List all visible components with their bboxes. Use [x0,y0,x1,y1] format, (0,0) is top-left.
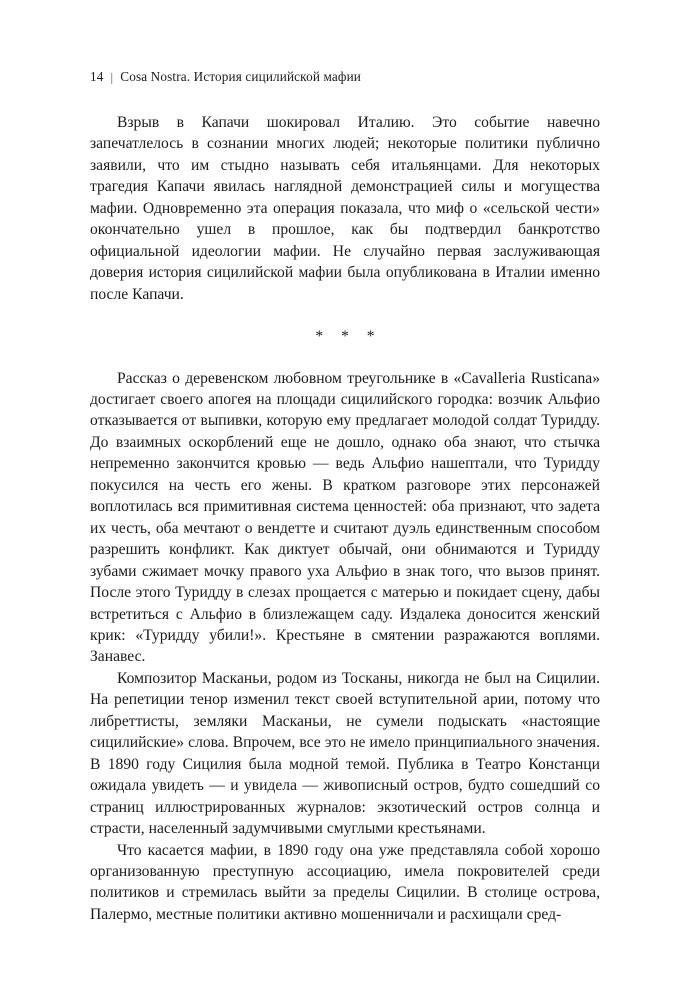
page-folio-number: 14 [90,69,104,84]
paragraph-cavalleria: Рассказ о деревенском любовном треугольнике в «Cavalleria Rusticana» достигает своего апогея на площади сицилийского городка: возчик Альфио отказывается от выпивки, которую ему предлагает молодой солдат Туридду. До взаимных оскорблений еще не дошло, однако оба знают, что стычка непременно закончится кровью — ведь Альфио нашептали, что Туридду покусился на честь его жены. В кратком разговоре этих персонажей воплотилась вся примитивная система ценностей: оба признают, что задета их честь, оба мечтают о вендетте и считают дуэль единственным способом разрешить конфликт. Как диктует обычай, они обнимаются и Туридду зубами сжимает мочку правого уха Альфио в знак того, что вызов принят. После этого Туридду в слезах прощается с матерью и покидает сцену, дабы встретиться с Альфио в близлежащем саду. Издалека доносится женский крик: «Туридду убили!». Крестьяне в смятении разражаются воплями. Занавес. [90,369,600,666]
paragraph-mascagni: Композитор Масканьи, родом из Тосканы, никогда не был на Сицилии. На репетиции тенор изменил текст своей вступительной арии, потому что либреттисты, земляки Масканьи, не сумели подыскать «настоящие сицилийские» слова. Впрочем, все это не имело принципиального значения. В 1890 году Сицилия была модной темой. Публика в Театро Констанци ожидала увидеть — и увидела — живописный остров, будто сошедший со страниц иллюстрированных журналов: экзотический остров солнца и страсти, населенный задумчивыми смуглыми крестьянами. [90,669,600,838]
running-header-title: Cosa Nostra. История сицилийской мафии [120,69,361,84]
running-header [90,69,600,85]
header-divider: | [110,69,114,85]
body-text-column [90,112,600,925]
paragraph-mafia-1890: Что касается мафии, в 1890 году она уже представляла собой хорошо организованную преступную ассоциацию, имела покровителей среди политиков и стремилась выйти за пределы Сицилии. В столице острова, Палермо, местные политики активно мошенничали и расхищали сред- [90,841,600,923]
paragraph-capaci: Взрыв в Капачи шокировал Италию. Это событие навечно запечатлелось в сознании многих людей; некоторые политики публично заявили, что им стыдно называть себя итальянцами. Для некоторых трагедия Капачи явилась наглядной демонстрацией силы и могущества мафии. Одновременно эта операция показала, что миф о «сельской чести» окончательно ушел в прошлое, как бы подтвердил банкротство официальной идеологии мафии. Не случайно первая заслуживающая доверия история сицилийской мафии была опубликована в Италии именно после Капачи. [90,114,600,303]
section-break-asterisks: * * * [315,328,382,346]
